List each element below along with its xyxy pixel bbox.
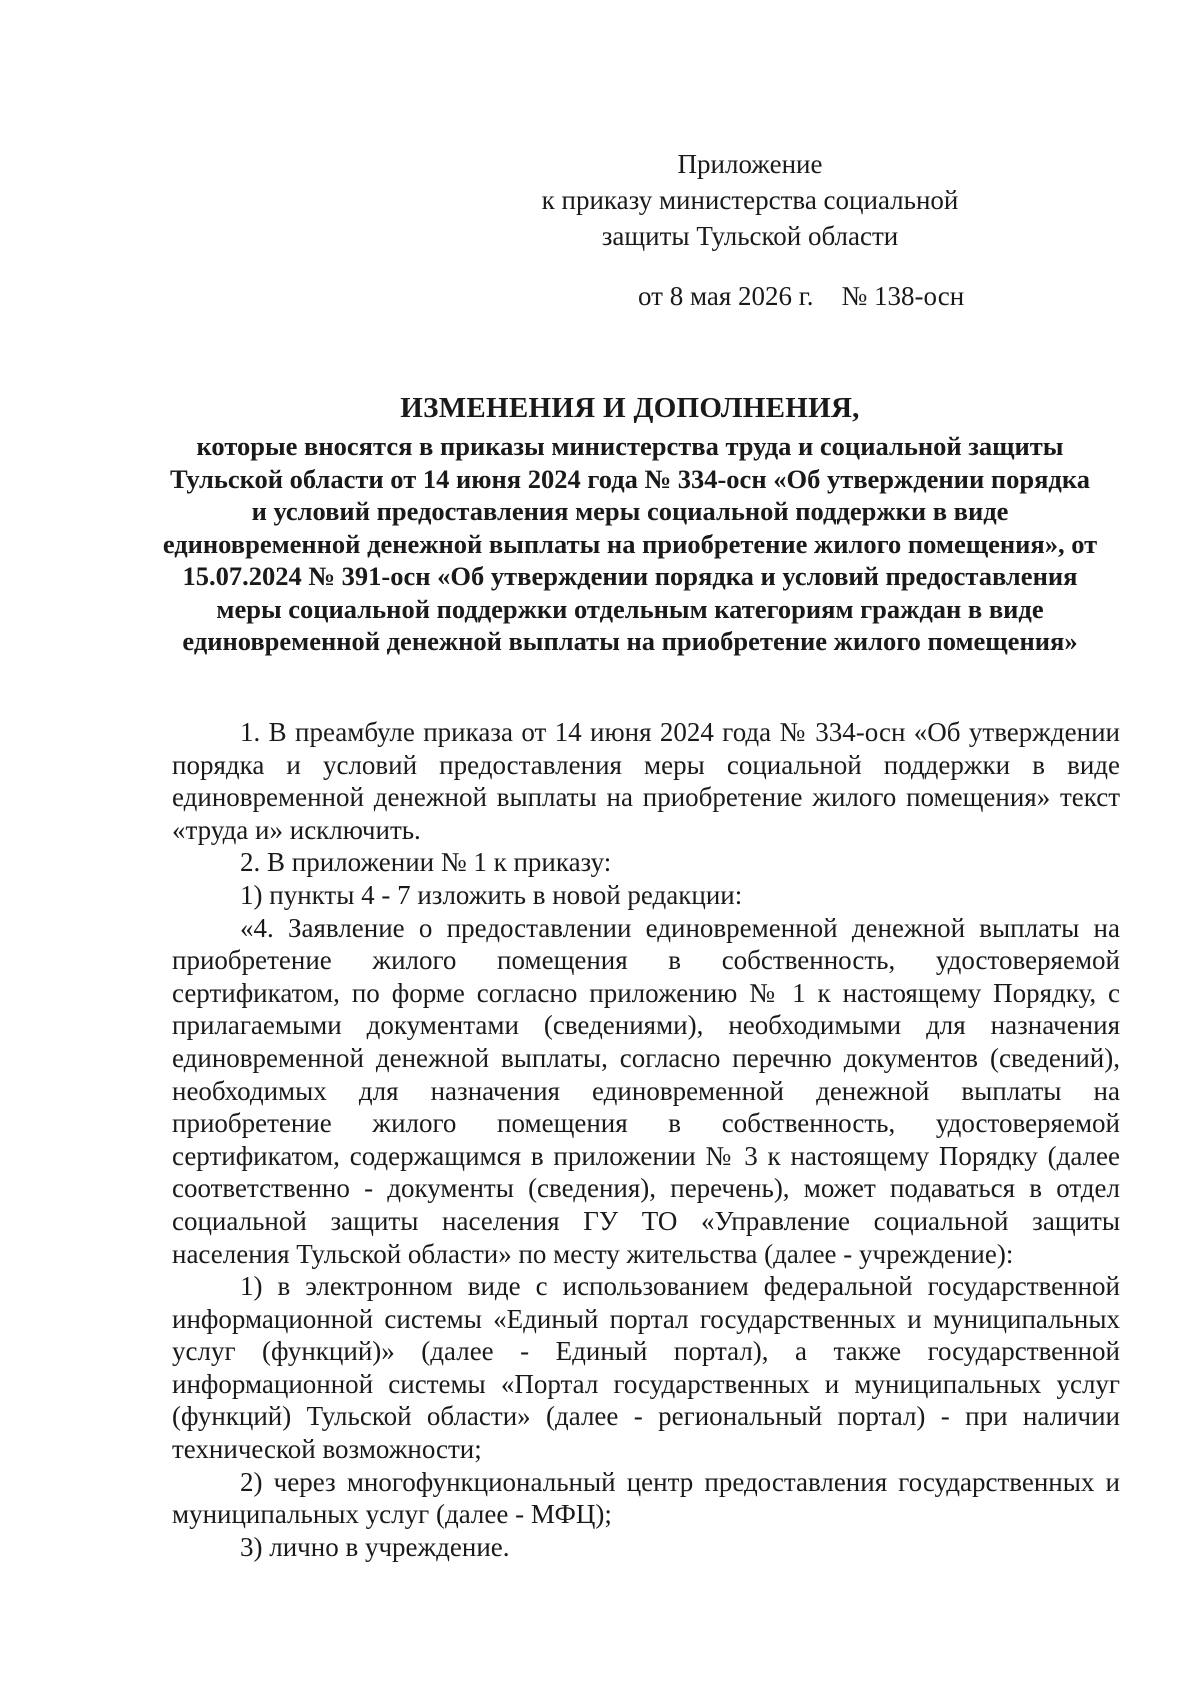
paragraph-7: 3) лично в учреждение.: [240, 1531, 510, 1562]
appendix-header: [520, 146, 980, 254]
paragraph-2: 2. В приложении № 1 к приказу:: [240, 847, 612, 878]
paragraph-3: 1) пункты 4 - 7 изложить в новой редакции:: [240, 879, 743, 910]
document-body: [172, 716, 1120, 1563]
appendix-ministry-line: защиты Тульской области: [601, 221, 899, 251]
appendix-order-line: к приказу министерства социальной: [541, 185, 959, 215]
paragraph-1: 1. В преамбуле приказа от 14 июня 2024 года № 334-осн «Об утверждении порядка и условий предоставления меры социальной поддержки в виде единовременной денежной выплаты на приобретение жилого помещения» текст «труда и» исключить.: [172, 717, 1120, 845]
paragraph-6: 2) через многофункциональный центр предоставления государственных и муниципальных услуг (далее - МФЦ);: [172, 1466, 1120, 1530]
order-date: от 8 мая 2026 г.: [638, 281, 814, 311]
order-number: № 138-осн: [841, 281, 965, 311]
appendix-label: Приложение: [677, 149, 823, 179]
order-reference: [638, 279, 964, 313]
title-subtitle: которые вносятся в приказы министерства труда и социальной защиты Тульской области от 14 июня 2024 года № 334-осн «Об утверждении порядка и условий предоставления меры социальной поддержки в виде единовременной денежной выплаты на приобретение жилого помещения», от 15.07.2024 № 391-осн «Об утверждении порядка и условий предоставления меры социальной поддержки отдельным категориям граждан в виде единовременной денежной выплаты на приобретение жилого помещения»: [162, 431, 1098, 656]
paragraph-5: 1) в электронном виде с использованием федеральной государственной информационной системы «Единый портал государственных и муниципальных услуг (функций)» (далее - Единый портал), а также государственной информационной системы «Портал государственных и муниципальных услуг (функций) Тульской области» (далее - региональный портал) - при наличии технической возможности;: [172, 1271, 1120, 1465]
document-title: [160, 391, 1100, 658]
paragraph-4: «4. Заявление о предоставлении единовременной денежной выплаты на приобретение жилого помещения в собственность, удостоверяемой сертификатом, по форме согласно приложению № 1 к настоящему Порядку, с прилагаемыми документами (сведениями), необходимыми для назначения единовременной денежной выплаты, согласно перечню документов (сведений), необходимых для назначения единовременной денежной выплаты на приобретение жилого помещения в собственность, удостоверяемой сертификатом, содержащимся в приложении № 3 к настоящему Порядку (далее соответственно - документы (сведения), перечень), может подаваться в отдел социальной защиты населения ГУ ТО «Управление социальной защиты населения Тульской области» по месту жительства (далее - учреждение):: [172, 912, 1120, 1269]
title-main: ИЗМЕНЕНИЯ И ДОПОЛНЕНИЯ,: [400, 392, 860, 424]
